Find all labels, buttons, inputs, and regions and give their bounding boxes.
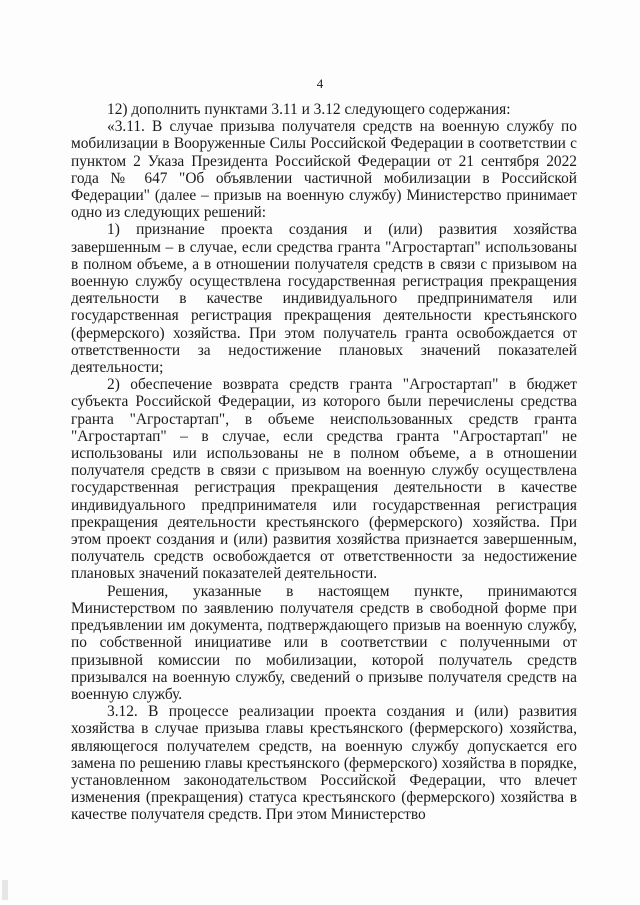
paragraph-3-12: 3.12. В процессе реализации проекта создания и (или) развития хозяйства в случае призыва главы крестьянского (фермерского) хозяйства, являющегося получателем средств, на военную службу допускается его замена по решению главы крестьянского (фермерского) хозяйства в порядке, установленном законодательством Российской Федерации, что влечет изменения (прекращения) статуса крестьянского (фермерского) хозяйства в качестве получателя средств. При этом Министерство (71, 703, 577, 824)
paragraph-decision-1: 1) признание проекта создания и (или) развития хозяйства завершенным – в случае, если средства гранта "Агростартап" использованы в полном объеме, а в отношении получателя средств в связи с призывом на военную службу осуществлена государственная регистрация прекращения деятельности в качестве индивидуального предпринимателя или государственная регистрация прекращения деятельности крестьянского (фермерского) хозяйства. При этом получатель гранта освобождается от ответственности за недостижение плановых значений показателей деятельности; (71, 221, 577, 377)
document-body (71, 101, 577, 824)
paragraph-3-11-intro: «3.11. В случае призыва получателя средств на военную службу по мобилизации в Вооруженные Силы Российской Федерации в соответствии с пунктом 2 Указа Президента Российской Федерации от 21 сентября 2022 года № 647 "Об объявлении частичной мобилизации в Российской Федерации" (далее – призыв на военную службу) Министерство принимает одно из следующих решений: (71, 118, 577, 222)
paragraph-decision-2: 2) обеспечение возврата средств гранта "Агростартап" в бюджет субъекта Российской Федерации, из которого были перечислены средства гранта "Агростартап", в объеме неиспользованных средств гранта "Агростартап" – в случае, если средства гранта "Агростартап" не использованы или использованы не в полном объеме, а в отношении получателя средств в связи с призывом на военную службу осуществлена государственная регистрация прекращения деятельности в качестве индивидуального предпринимателя или государственная регистрация прекращения деятельности крестьянского (фермерского) хозяйства. При этом проект создания и (или) развития хозяйства признается завершенным, получатель средств освобождается от ответственности за недостижение плановых значений показателей деятельности. (71, 376, 577, 583)
page-number: 4 (316, 76, 324, 91)
paragraph-item-12-intro: 12) дополнить пунктами 3.11 и 3.12 следующего содержания: (107, 101, 511, 118)
scan-edge-mark (2, 880, 8, 900)
paragraph-decisions-procedure: Решения, указанные в настоящем пункте, принимаются Министерством по заявлению получателя средств в свободной форме при предъявлении им документа, подтверждающего призыв на военную службу, по собственной инициативе или в соответствии с полученными от призывной комиссии по мобилизации, которой получатель средств призывался на военную службу, сведений о призыве получателя средств на военную службу. (71, 582, 577, 703)
